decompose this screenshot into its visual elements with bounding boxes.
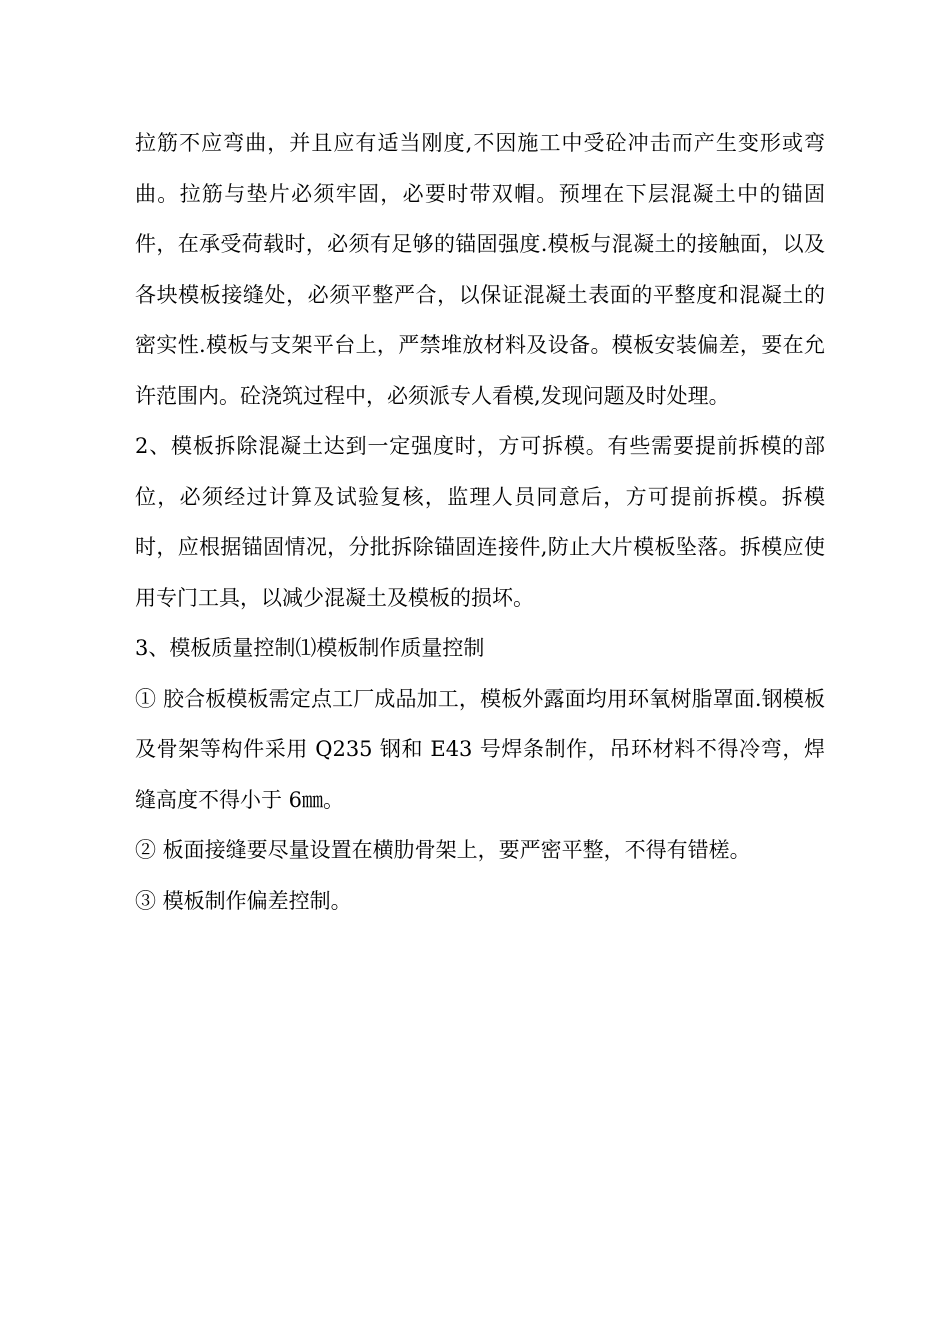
paragraph-item-1: ① 胶合板模板需定点工厂成品加工，模板外露面均用环氧树脂罩面.钢模板及骨架等构件采用 Q235 钢和 E43 号焊条制作，吊环材料不得冷弯，焊缝高度不得小于 6㎜。 [135,686,825,812]
paragraph-item-2: ② 板面接缝要尽量设置在横肋骨架上，要严密平整，不得有错槎。 [135,838,751,862]
paragraph-item-3: ③ 模板制作偏差控制。 [135,888,352,913]
paragraph-quality-control-heading: 3、模板质量控制⑴模板制作质量控制 [135,636,485,660]
paragraph-formwork-ties: 拉筋不应弯曲，并且应有适当刚度,不因施工中受砼冲击而产生变形或弯曲。拉筋与垫片必须牢固，必要时带双帽。预埋在下层混凝土中的锚固件，在承受荷载时，必须有足够的锚固强度.模板与混凝土的接触面，以及各块模板接缝处，必须平整严合，以保证混凝土表面的平整度和混凝土的密实性.模板与支架平台上，严禁堆放材料及设备。模板安装偏差，要在允许范围内。砼浇筑过程中，必须派专人看模,发现问题及时处理。 [135,131,825,408]
paragraph-formwork-removal: 2、模板拆除混凝土达到一定强度时，方可拆模。有些需要提前拆模的部位，必须经过计算及试验复核，监理人员同意后，方可提前拆模。拆模时，应根据锚固情况，分批拆除锚固连接件,防止大片模板坠落。拆模应使用专门工具，以减少混凝土及模板的损坏。 [135,434,825,610]
document-body [135,118,825,926]
